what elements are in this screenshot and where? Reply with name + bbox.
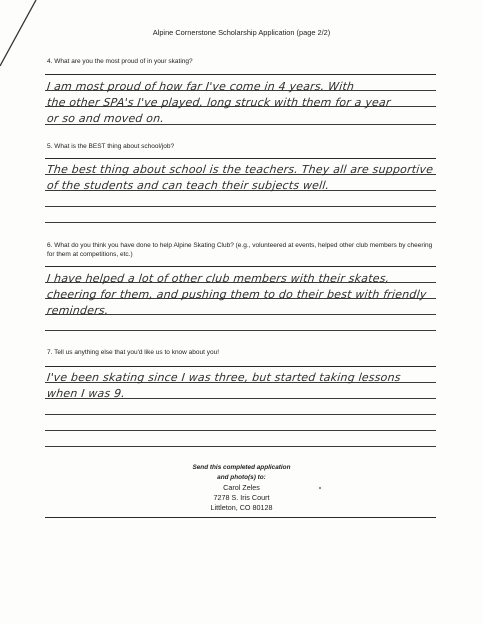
answer-rule bbox=[45, 158, 436, 159]
answer-rule bbox=[45, 206, 436, 207]
handwritten-answer-line: I have helped a lot of other club members with their skates, bbox=[46, 272, 391, 285]
instruction-line: and photo(s) to: bbox=[217, 474, 266, 481]
question-4-label: 4. What are you the most proud of in your skating? bbox=[47, 58, 193, 65]
handwritten-answer-line: when I was 9. bbox=[46, 387, 126, 400]
question-6-answer-area bbox=[45, 264, 436, 336]
mailing-instructions bbox=[0, 463, 483, 513]
handwritten-answer-line: I've been skating since I was three, but started taking lessons bbox=[46, 371, 402, 384]
scan-speck bbox=[319, 487, 321, 489]
question-5-label: 5. What is the BEST thing about school/job? bbox=[47, 143, 175, 150]
question-4-answer-area bbox=[45, 72, 436, 132]
handwritten-answer-line: of the students and can teach their subjects well. bbox=[46, 179, 330, 192]
answer-rule bbox=[45, 330, 436, 331]
handwritten-answer-line: the other SPA's I've played, long struck with them for a year bbox=[46, 96, 392, 109]
answer-rule bbox=[45, 222, 436, 223]
answer-rule bbox=[45, 74, 436, 75]
question-7-label: 7. Tell us anything else that you'd like us to know about you! bbox=[47, 349, 220, 356]
handwritten-answer-line: or so and moved on. bbox=[46, 112, 165, 125]
question-6-label: 6. What do you think you have done to help Alpine Skating Club? (e.g., volunteered at events, helped other club members by cheering for them at competitions, etc.) bbox=[47, 242, 433, 258]
handwritten-answer-line: cheering for them, and pushing them to do their best with friendly bbox=[46, 288, 428, 301]
answer-rule bbox=[45, 446, 436, 447]
answer-rule bbox=[45, 414, 436, 415]
page-title: Alpine Cornerstone Scholarship Application (page 2/2) bbox=[152, 28, 331, 37]
question-5-answer-area bbox=[45, 156, 436, 228]
question-7-answer-area bbox=[45, 364, 436, 450]
answer-rule bbox=[45, 430, 436, 431]
handwritten-answer-line: reminders. bbox=[46, 304, 110, 317]
footer-rule bbox=[45, 517, 436, 518]
handwritten-answer-line: The best thing about school is the teachers. They all are supportive bbox=[46, 163, 434, 176]
handwritten-answer-line: I am most proud of how far I've come in 4 years. With bbox=[46, 80, 355, 93]
instruction-line: Send this completed application bbox=[192, 464, 291, 471]
recipient-city: Littleton, CO 80128 bbox=[210, 503, 273, 512]
recipient-street: 7278 S. Iris Court bbox=[213, 493, 270, 502]
answer-rule bbox=[45, 366, 436, 367]
answer-rule bbox=[45, 266, 436, 267]
recipient-name: Carol Zeles bbox=[223, 483, 260, 492]
